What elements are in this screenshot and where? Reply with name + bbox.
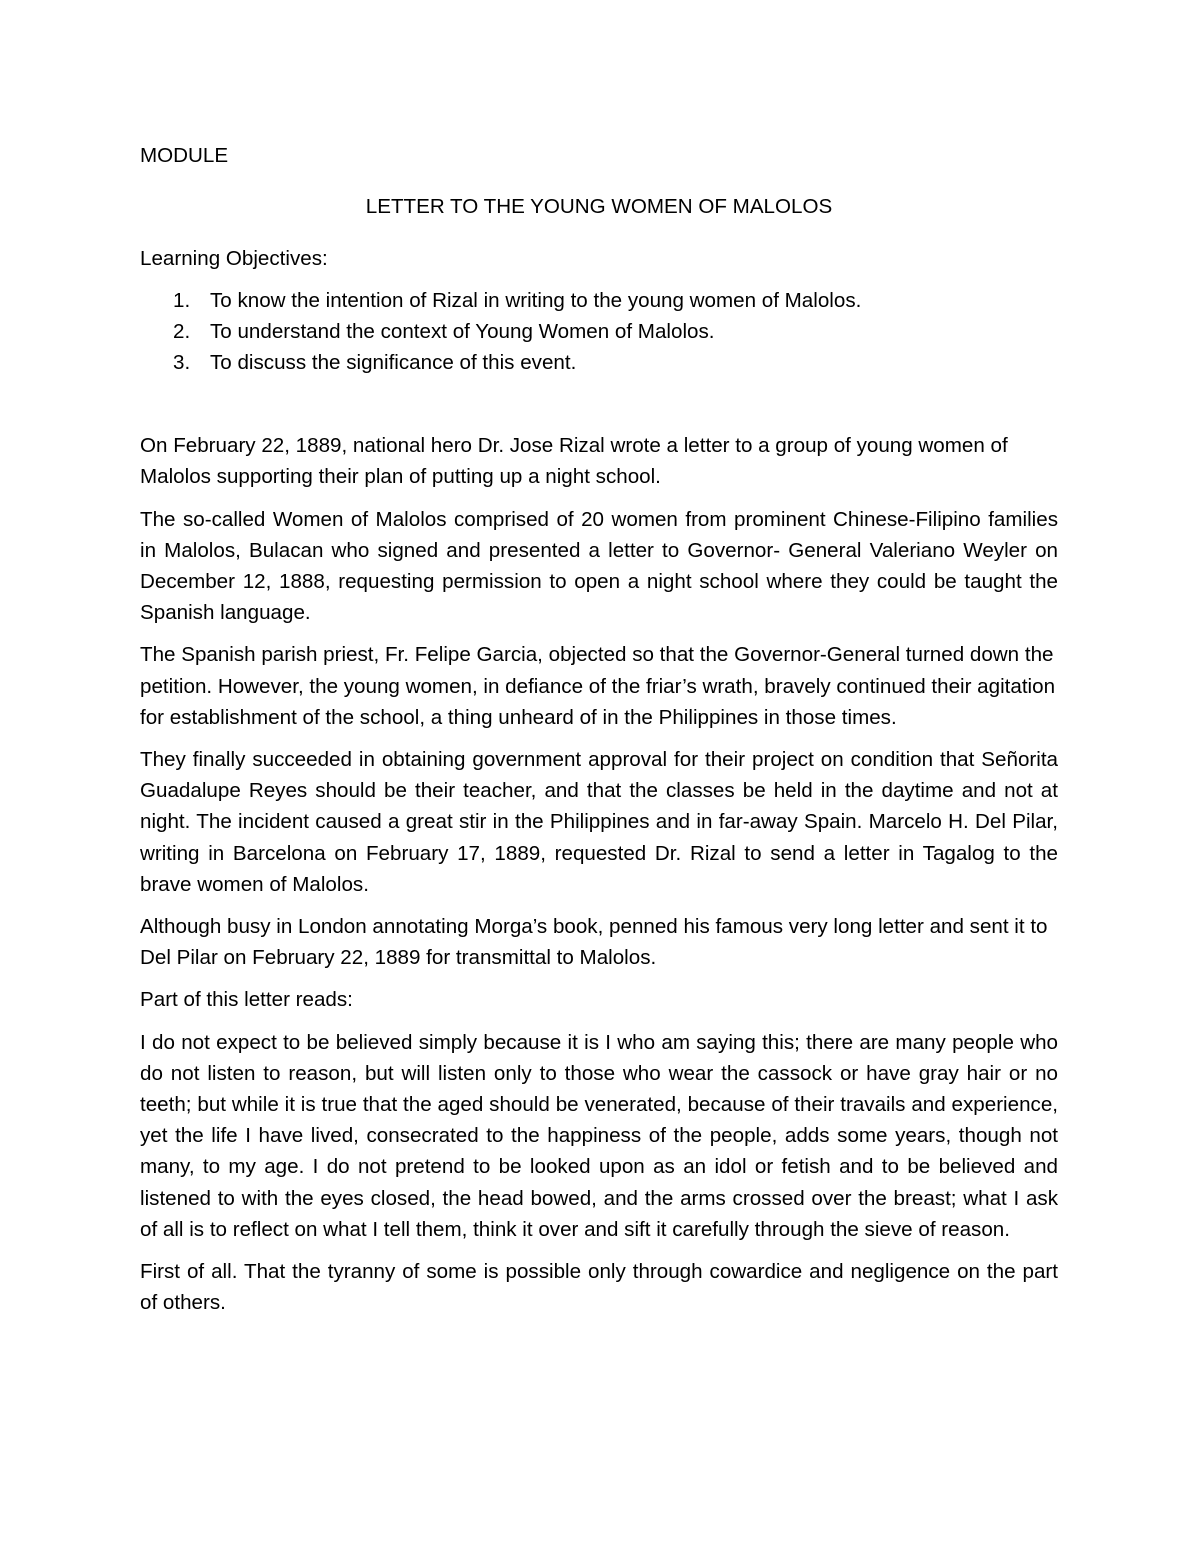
objectives-list [140,285,1058,379]
body-paragraph: The so-called Women of Malolos comprised of 20 women from prominent Chinese-Filipino families in Malolos, Bulacan who signed and presented a letter to Governor- General Valeriano Weyler on December 12, 1888, requesting permission to open a night school where they could be taught the Spanish language. [140,507,1058,625]
quoted-letter-paragraph: First of all. That the tyranny of some is possible only through cowardice and negligence on the part of others. [140,1260,1058,1315]
objective-text: To know the intention of Rizal in writing to the young women of Malolos. [210,288,862,312]
objective-number: 2. [173,319,191,343]
body-paragraph: They finally succeeded in obtaining government approval for their project on condition that Señorita Guadalupe Reyes should be their teacher, and that the classes be held in the daytime and not at night. The incident caused a great stir in the Philippines and in far-away Spain. Marcelo H. Del Pilar, writing in Barcelona on February 17, 1889, requested Dr. Rizal to send a letter in Tagalog to the brave women of Malolos. [140,748,1058,896]
body-paragraph: Part of this letter reads: [140,988,353,1012]
objective-number: 1. [173,288,191,312]
body-paragraph: On February 22, 1889, national hero Dr. Jose Rizal wrote a letter to a group of young women of Malolos supporting their plan of putting up a night school. [140,434,1008,489]
body-paragraph: The Spanish parish priest, Fr. Felipe Garcia, objected so that the Governor-General turned down the petition. However, the young women, in defiance of the friar’s wrath, bravely continued their agitation for establishment of the school, a thing unheard of in the Philippines in those times. [140,643,1056,729]
objective-item [140,285,1058,316]
objective-text: To understand the context of Young Women of Malolos. [210,319,715,343]
objectives-heading: Learning Objectives: [140,247,328,271]
objective-item [140,316,1058,347]
quoted-letter-paragraph: I do not expect to be believed simply because it is I who am saying this; there are many people who do not listen to reason, but will listen only to those who wear the cassock or have gray hair or no teeth; but while it is true that the aged should be venerated, because of their travails and experience, yet the life I have lived, consecrated to the happiness of the people, adds some years, though not many, to my age. I do not pretend to be looked upon as an idol or fetish and to be believed and listened to with the eyes closed, the head bowed, and the arms crossed over the breast; what I ask of all is to reflect on what I tell them, think it over and sift it carefully through the sieve of reason. [140,1030,1058,1241]
body-paragraph: Although busy in London annotating Morga’s book, penned his famous very long letter and sent it to Del Pilar on February 22, 1889 for transmittal to Malolos. [140,915,1048,970]
module-label: MODULE [140,144,229,167]
objective-text: To discuss the significance of this event. [210,351,577,375]
document-title: LETTER TO THE YOUNG WOMEN OF MALOLOS [365,195,833,219]
objective-number: 3. [173,351,191,375]
objective-item [140,347,1058,378]
document-page [140,140,1058,1330]
